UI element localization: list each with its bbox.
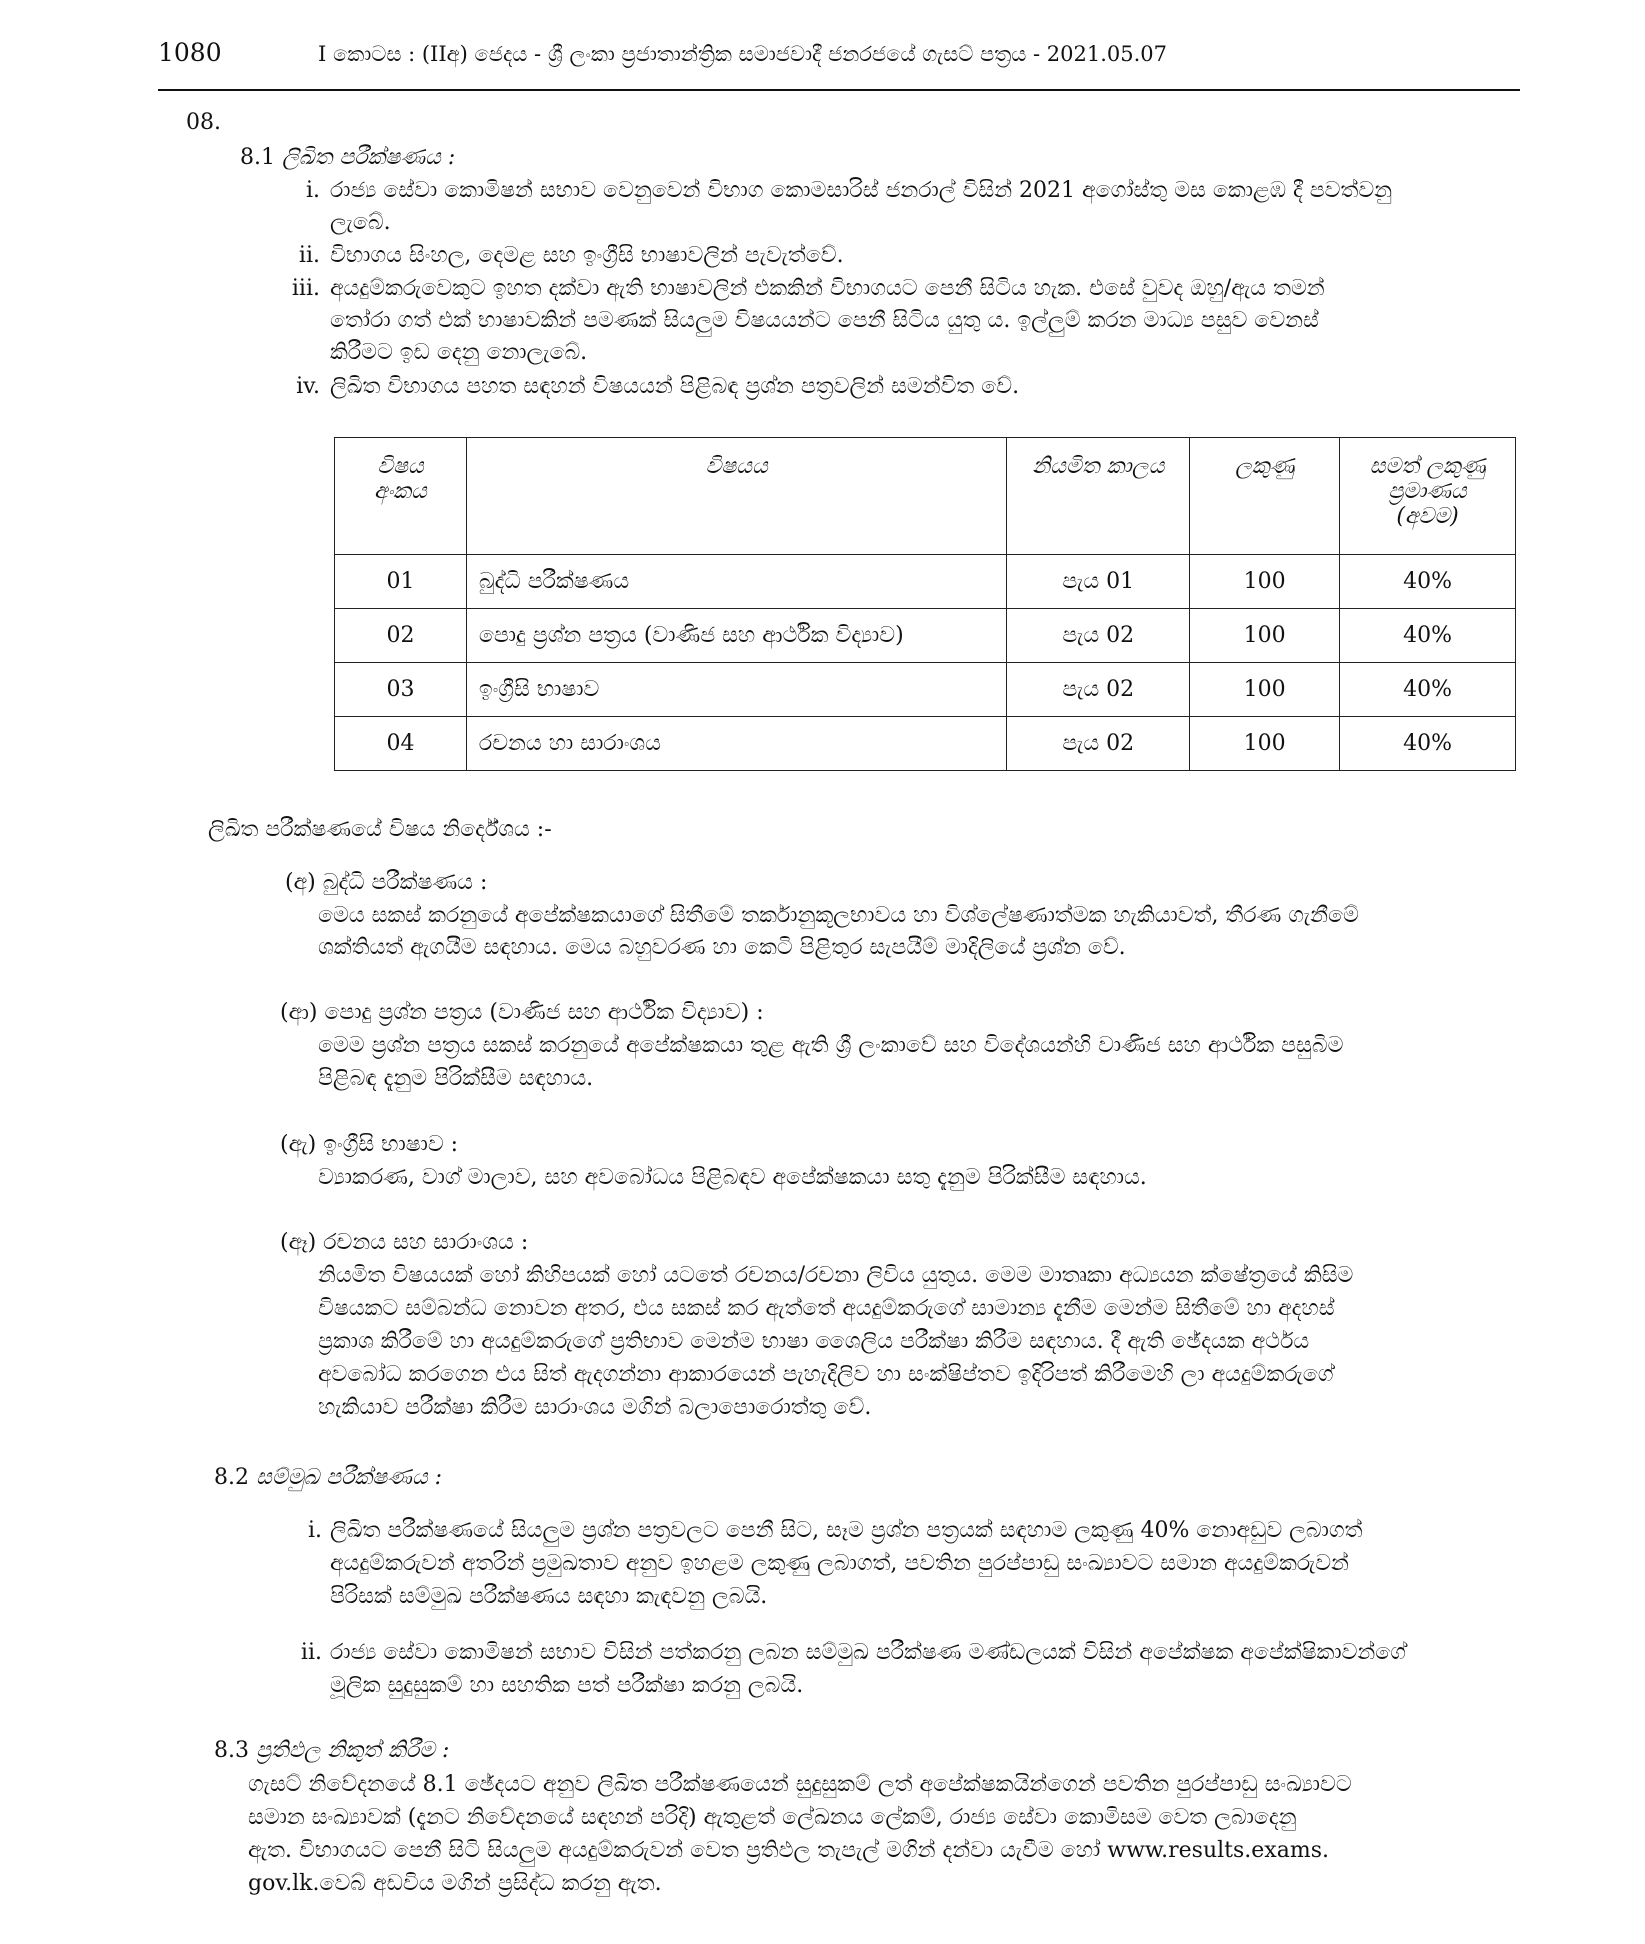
item-8-2-i-line-3: පිරිසක් සම්මුඛ පරීක්ෂණය සඳහා කැඳවනු ලබයි.	[330, 1584, 768, 1609]
section-8-3-heading	[214, 1738, 449, 1763]
cell-marks: 100	[1190, 609, 1340, 663]
section-8-1-heading	[240, 145, 455, 170]
syllabus-a-line-1: මෙය සකස් කරනුයේ අපේක්ෂකයාගේ සිතීමේ තර්කානුකූලභාවය හා විශ්ලේෂණාත්මක හැකියාවත්, තීරණ ගැනීමේ	[318, 903, 1359, 928]
section-8-3-label: 8.3	[214, 1738, 249, 1763]
section-8-1-title: ලිඛිත පරීක්ෂණය :	[282, 145, 456, 170]
syllabus-aa-line-1: මෙම ප්‍රශ්න පත්‍රය සකස් කරනුයේ අපේක්ෂකයා තුළ ඇති ශ්‍රී ලංකාවේ සහ විදේශයන්හි වාණිජ සහ ආර්ථික පසුබිම	[318, 1033, 1344, 1058]
page-header	[158, 38, 1518, 90]
cell-subject: රචනය හා සාරාංශය	[466, 717, 1006, 771]
header-rule	[158, 89, 1520, 91]
syllabus-aa-line-2: පිළිබඳ දැනුම පිරික්සීම සඳහාය.	[318, 1066, 594, 1091]
cell-duration: පැය 02	[1007, 717, 1190, 771]
cell-marks: 100	[1190, 555, 1340, 609]
cell-marks: 100	[1190, 717, 1340, 771]
item-8-2-ii-num: ii.	[300, 1640, 322, 1665]
item-8-1-iii-line-3: කිරීමට ඉඩ දෙනු නොලැබේ.	[330, 340, 588, 365]
cell-pass-mark: 40%	[1340, 555, 1516, 609]
item-8-1-i-line-1: රාජ්‍ය සේවා කොමිෂන් සභාව වෙනුවෙන් විභාග කොමසාරිස් ජනරාල් විසින් 2021 අගෝස්තු මස කොළඹ දී පවත්වනු	[330, 178, 1393, 203]
syllabus-title: ලිඛිත පරීක්ෂණයේ විෂය නිර්දේශය :-	[208, 817, 552, 842]
table-row	[335, 717, 1516, 771]
syllabus-a-line-2: ශක්තියත් ඇගයීම සඳහාය. මෙය බහුවරණ හා කෙටි පිළිතුර සැපයීම් මාදිලියේ ප්‍රශ්න වේ.	[318, 935, 1126, 960]
item-8-2-ii-line-1: රාජ්‍ය සේවා කොමිෂන් සභාව විසින් පත්කරනු ලබන සම්මුඛ පරීක්ෂණ මණ්ඩලයක් විසින් අපේක්ෂක අපේක්ෂිකාවන්ගේ	[330, 1640, 1406, 1665]
table-row	[335, 555, 1516, 609]
item-8-1-ii-line-1: විභාගය සිංහල, දෙමළ සහ ඉංග්‍රීසි භාෂාවලින් පැවැත්වේ.	[330, 243, 844, 268]
cell-pass-mark: 40%	[1340, 663, 1516, 717]
section-8-3-line-4: gov.lk.වෙබ් අඩවිය මගින් ප්‍රසිද්ධ කරනු ඇත.	[248, 1871, 662, 1896]
header-duration: නියමිත කාලය	[1007, 438, 1190, 555]
cell-duration: පැය 02	[1007, 663, 1190, 717]
section-number: 08.	[186, 110, 221, 135]
item-8-2-ii-line-2: මූලික සුදුසුකම් හා සහතික පත් පරීක්ෂා කරනු ලබයි.	[330, 1673, 804, 1698]
syllabus-ae-line-1: ව්‍යාකරණ, වාග් මාලාව, සහ අවබෝධය පිළිබඳව අපේක්ෂකයා සතු දැනුම පිරික්සීම සඳහාය.	[318, 1165, 1147, 1190]
table-header-row	[335, 438, 1516, 555]
cell-subject: ඉංග්‍රීසි භාෂාව	[466, 663, 1006, 717]
syllabus-aae-line-5: හැකියාව පරීක්ෂා කිරීම සාරාංශය මගින් බලාපොරොත්තු වේ.	[318, 1395, 872, 1420]
item-8-2-i-line-2: අයදුම්කරුවන් අතරින් ප්‍රමුඛතාව අනුව ඉහළම ලකුණු ලබාගත්, පවතින පුරප්පාඩු සංඛ්‍යාවට සමාන අයදුම්කරුවන්	[330, 1551, 1349, 1576]
header-marks: ලකුණු	[1190, 438, 1340, 555]
section-8-3-line-3: ඇත. විභාගයට පෙනී සිටි සියලුම අයදුම්කරුවන් වෙත ප්‍රතිඵල තැපැල් මගින් දන්වා යැවීම හෝ www.results.exams.	[248, 1838, 1329, 1863]
cell-subject-no: 02	[335, 609, 467, 663]
syllabus-aa-label: (ආ) පොදු ප්‍රශ්න පත්‍රය (වාණිජ සහ ආර්ථික විද්‍යාව) :	[280, 1000, 764, 1025]
syllabus-aae-line-3: ප්‍රකාශ කිරීමේ හා අයදුම්කරුගේ ප්‍රතිභාව මෙන්ම භාෂා ශෛලිය පරීක්ෂා කිරීම සඳහාය. දී ඇති ඡේදයක අර්ථය	[318, 1329, 1310, 1354]
syllabus-aae-label: (ඈ) රචනය සහ සාරාංශය :	[280, 1230, 529, 1255]
item-8-1-iv-num: iv.	[296, 374, 320, 399]
table-row	[335, 663, 1516, 717]
syllabus-aae-line-1: නියමිත විෂයයක් හෝ කිහිපයක් හෝ යටතේ රචනය/රචනා ලිවිය යුතුය. මෙම මාතෘකා අධ්‍යයන ක්ෂේත්‍රයේ කිසිම	[318, 1263, 1354, 1288]
cell-pass-mark: 40%	[1340, 717, 1516, 771]
section-8-3-line-2: සමාන සංඛ්‍යාවක් (දැනට නිවේදනයේ සඳහන් පරිදි) ඇතුළත් ලේඛනය ලේකම්, රාජ්‍ය සේවා කොමිසම වෙත ලබාදෙනු	[248, 1805, 1297, 1830]
header-subject: විෂයය	[466, 438, 1006, 555]
section-8-3-title: ප්‍රතිඵල නිකුත් කිරීම :	[256, 1738, 450, 1763]
syllabus-a-label: (අ) බුද්ධි පරීක්ෂණය :	[285, 870, 488, 895]
table-row	[335, 609, 1516, 663]
cell-duration: පැය 02	[1007, 609, 1190, 663]
syllabus-aae-line-2: විෂයකට සම්බන්ධ නොවන අතර, එය සකස් කර ඇත්තේ අයදුම්කරුගේ සාමාන්‍ය දැනීම මෙන්ම සිතීමේ හා අදහස්	[318, 1296, 1335, 1321]
section-8-2-heading	[214, 1465, 442, 1490]
cell-subject: පොදු ප්‍රශ්න පත්‍රය (වාණිජ සහ ආර්ථික විද්‍යාව)	[466, 609, 1006, 663]
header-pass-mark: සමත් ලකුණු ප්‍රමාණය (අවම)	[1340, 438, 1516, 555]
item-8-2-i-line-1: ලිඛිත පරීක්ෂණයේ සියලුම ප්‍රශ්න පත්‍රවලට පෙනී සිට, සෑම ප්‍රශ්න පත්‍රයක් සඳහාම ලකුණු 40% නොඅඩුව ලබාගත්	[330, 1518, 1363, 1543]
section-8-1-label: 8.1	[240, 145, 275, 170]
section-8-2-label: 8.2	[214, 1465, 249, 1490]
item-8-1-iii-line-2: තෝරා ගත් එක් භාෂාවකින් පමණක් සියලුම විෂයයන්ට පෙනී සිටිය යුතු ය. ඉල්ලුම් කරන මාධ්‍ය පසුව වෙනස්	[330, 308, 1319, 333]
cell-subject-no: 03	[335, 663, 467, 717]
cell-duration: පැය 01	[1007, 555, 1190, 609]
header-title: I කොටස : (IIඅ) ජෙදය - ශ්‍රී ලංකා ප්‍රජාතාන්ත්‍රික සමාජවාදී ජනරජයේ ගැසට් පත්‍රය - 2021.05.07	[318, 42, 1168, 66]
cell-subject: බුද්ධි පරීක්ෂණය	[466, 555, 1006, 609]
cell-subject-no: 01	[335, 555, 467, 609]
syllabus-aae-line-4: අවබෝධ කරගෙන එය සිත් ඇදගන්නා ආකාරයෙන් පැහැදිලිව හා සංක්ෂිප්තව ඉදිරිපත් කිරීමෙහි ලා අයදුම්කරුගේ	[318, 1362, 1334, 1387]
page-number: 1080	[158, 38, 222, 67]
header-subject-no: විෂය අංකය	[335, 438, 467, 555]
section-8-2-title: සම්මුඛ පරීක්ෂණය :	[256, 1465, 443, 1490]
cell-marks: 100	[1190, 663, 1340, 717]
item-8-2-i-num: i.	[307, 1518, 322, 1543]
syllabus-ae-label: (ඇ) ඉංග්‍රීසි භාෂාව :	[280, 1132, 459, 1157]
item-8-1-iii-num: iii.	[291, 276, 320, 301]
section-8-3-line-1: ගැසට් නිවේදනයේ 8.1 ඡේදයට අනුව ලිඛිත පරීක්ෂණයෙන් සුදුසුකම් ලත් අපේක්ෂකයින්ගෙන් පවතින පුරප්පාඩු සංඛ්‍යාවට	[248, 1772, 1352, 1797]
subjects-table	[334, 437, 1516, 771]
item-8-1-iv-line-1: ලිඛිත විභාගය පහත සඳහන් විෂයයන් පිළිබඳ ප්‍රශ්න පත්‍රවලින් සමන්විත වේ.	[330, 374, 1020, 399]
item-8-1-i-line-2: ලැබේ.	[330, 210, 391, 235]
cell-pass-mark: 40%	[1340, 609, 1516, 663]
item-8-1-i-num: i.	[305, 178, 320, 203]
item-8-1-ii-num: ii.	[298, 243, 320, 268]
item-8-1-iii-line-1: අයදුම්කරුවෙකුට ඉහත දක්වා ඇති භාෂාවලින් එකකින් විභාගයට පෙනී සිටිය හැක. එසේ වුවද ඔහු/ඇය තමන්	[330, 276, 1325, 301]
cell-subject-no: 04	[335, 717, 467, 771]
